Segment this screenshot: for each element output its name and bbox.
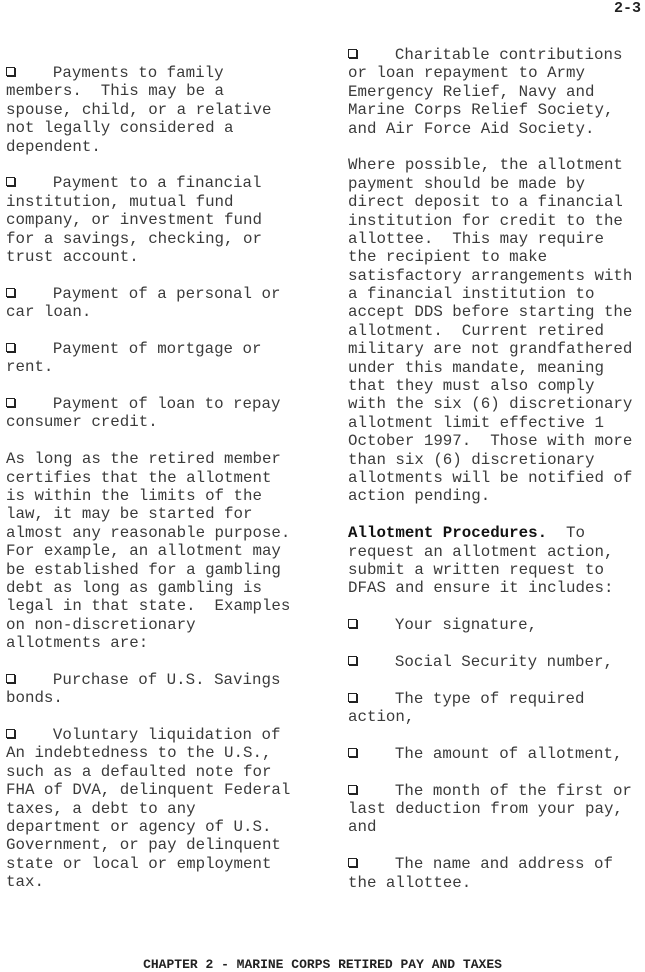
text-line: legal in that state. Examples [6, 597, 291, 616]
section-heading: Allotment Procedures. [348, 524, 548, 543]
page-number: 2-3 [613, 0, 641, 17]
text-line: The name and address of [348, 855, 645, 873]
text-line: consumer credit. [6, 413, 158, 432]
text-line: action, [348, 708, 415, 727]
text-line: institution for credit to the [348, 211, 623, 230]
bullet-item [6, 340, 326, 377]
text-line: allotments are: [6, 634, 149, 653]
text-line: company, or investment fund [6, 211, 262, 230]
text-line: Payment of mortgage or [6, 340, 326, 358]
text-line: October 1997. Those with more [348, 432, 633, 451]
paragraph-gap [348, 671, 645, 689]
text-line: tax. [6, 873, 44, 892]
paragraph [348, 524, 645, 598]
text-line: The type of required [348, 690, 645, 708]
text-line: department or agency of U.S. [6, 818, 272, 837]
text-line: and Air Force Aid Society. [348, 119, 595, 138]
text-line: state or local or employment [6, 854, 272, 873]
text-line: almost any reasonable purpose. [6, 523, 291, 542]
text-line: An indebtedness to the U.S., [6, 744, 272, 763]
checkbox-bullet-icon [348, 619, 357, 628]
bullet-item [348, 616, 645, 634]
checkbox-bullet-icon [348, 748, 357, 757]
bullet-item [348, 46, 645, 138]
right-column [348, 46, 645, 892]
checkbox-bullet-icon [6, 177, 15, 186]
bullet-item [6, 671, 326, 708]
text-line: for a savings, checking, or [6, 229, 262, 248]
checkbox-bullet-icon [6, 398, 15, 407]
text-line: the allottee. [348, 873, 472, 892]
text-line: Payments to family [6, 64, 326, 82]
text-line: such as a defaulted note for [6, 762, 272, 781]
bullet-item [348, 855, 645, 892]
paragraph-gap [6, 432, 326, 450]
text-line: on non-discretionary [6, 615, 196, 634]
paragraph-gap [348, 837, 645, 855]
text-line: Charitable contributions [348, 46, 645, 64]
text-line: spouse, child, or a relative [6, 100, 272, 119]
paragraph-gap [348, 763, 645, 781]
text-line: satisfactory arrangements with [348, 266, 633, 285]
text-line: Where possible, the allotment [348, 156, 623, 175]
text-line: action pending. [348, 487, 491, 506]
text-line: trust account. [6, 247, 139, 266]
text-line: Government, or pay delinquent [6, 836, 281, 855]
left-column [6, 64, 326, 892]
chapter-footer: CHAPTER 2 - MARINE CORPS RETIRED PAY AND TAXES [143, 957, 502, 972]
text-line: than six (6) discretionary [348, 450, 595, 469]
text-line: Voluntary liquidation of [6, 726, 326, 744]
text-line: law, it may be started for [6, 505, 253, 524]
text-line: with the six (6) discretionary [348, 395, 633, 414]
bullet-item [348, 653, 645, 671]
text-line: Payment of a personal or [6, 285, 326, 303]
text-line: or loan repayment to Army [348, 64, 585, 83]
text-line: payment should be made by [348, 174, 585, 193]
checkbox-bullet-icon [6, 674, 15, 683]
text-line: a financial institution to [348, 285, 595, 304]
paragraph-gap [348, 635, 645, 653]
text-line: For example, an allotment may [6, 542, 281, 561]
text-line: Payment of loan to repay [6, 395, 326, 413]
checkbox-bullet-icon [348, 656, 357, 665]
text-line: allotments will be notified of [348, 468, 633, 487]
text-line: car loan. [6, 303, 92, 322]
paragraph-gap [6, 708, 326, 726]
text-line: military are not grandfathered [348, 340, 633, 359]
paragraph [6, 450, 326, 652]
text-line: As long as the retired member [6, 450, 281, 469]
bullet-item [348, 690, 645, 727]
text-line: bonds. [6, 689, 63, 708]
text-line: direct deposit to a financial [348, 193, 623, 212]
text-line: allotment limit effective 1 [348, 413, 604, 432]
text-line: dependent. [6, 137, 101, 156]
text-line: institution, mutual fund [6, 192, 234, 211]
text-line: accept DDS before starting the [348, 303, 633, 322]
text-line: submit a written request to [348, 560, 604, 579]
bullet-item [6, 726, 326, 892]
text-line: DFAS and ensure it includes: [348, 579, 614, 598]
paragraph-gap [6, 266, 326, 284]
text-line: under this mandate, meaning [348, 358, 604, 377]
checkbox-bullet-icon [6, 288, 15, 297]
text-line: be established for a gambling [6, 560, 281, 579]
paragraph-gap [6, 321, 326, 339]
text-line: allottee. This may require [348, 229, 604, 248]
paragraph-gap [348, 726, 645, 744]
paragraph-gap [6, 377, 326, 395]
paragraph [348, 156, 645, 505]
text-line: Emergency Relief, Navy and [348, 82, 595, 101]
bullet-item [348, 745, 645, 763]
text-line: not legally considered a [6, 119, 234, 138]
checkbox-bullet-icon [348, 49, 357, 58]
text-line: taxes, a debt to any [6, 799, 196, 818]
text-line: members. This may be a [6, 82, 225, 101]
bullet-item [6, 395, 326, 432]
bullet-item [6, 285, 326, 322]
text-line: that they must also comply [348, 377, 595, 396]
text-line: Your signature, [348, 616, 645, 634]
paragraph-gap [348, 598, 645, 616]
text-line: Marine Corps Relief Society, [348, 101, 614, 120]
text-line: certifies that the allotment [6, 468, 272, 487]
text-line: rent. [6, 358, 54, 377]
checkbox-bullet-icon [6, 67, 15, 76]
text-line: debt as long as gambling is [6, 578, 262, 597]
checkbox-bullet-icon [348, 858, 357, 867]
paragraph-gap [348, 506, 645, 524]
bullet-item [348, 782, 645, 837]
checkbox-bullet-icon [6, 729, 15, 738]
paragraph-gap [348, 138, 645, 156]
checkbox-bullet-icon [6, 343, 15, 352]
bullet-item [6, 174, 326, 266]
text-line: Social Security number, [348, 653, 645, 671]
paragraph-gap [6, 156, 326, 174]
text-line: request an allotment action, [348, 542, 614, 561]
paragraph-gap [6, 653, 326, 671]
text-line: FHA of DVA, delinquent Federal [6, 781, 291, 800]
checkbox-bullet-icon [348, 693, 357, 702]
text-line: allotment. Current retired [348, 321, 604, 340]
text-line: is within the limits of the [6, 486, 262, 505]
text-line: the recipient to make [348, 248, 548, 267]
text-line: The month of the first or [348, 782, 645, 800]
text-line: Purchase of U.S. Savings [6, 671, 326, 689]
text-line: Payment to a financial [6, 174, 326, 192]
text-line: Allotment Procedures. To [348, 524, 585, 543]
text-line: and [348, 818, 377, 837]
bullet-item [6, 64, 326, 156]
checkbox-bullet-icon [348, 785, 357, 794]
text-line: The amount of allotment, [348, 745, 645, 763]
text-line: last deduction from your pay, [348, 800, 623, 819]
